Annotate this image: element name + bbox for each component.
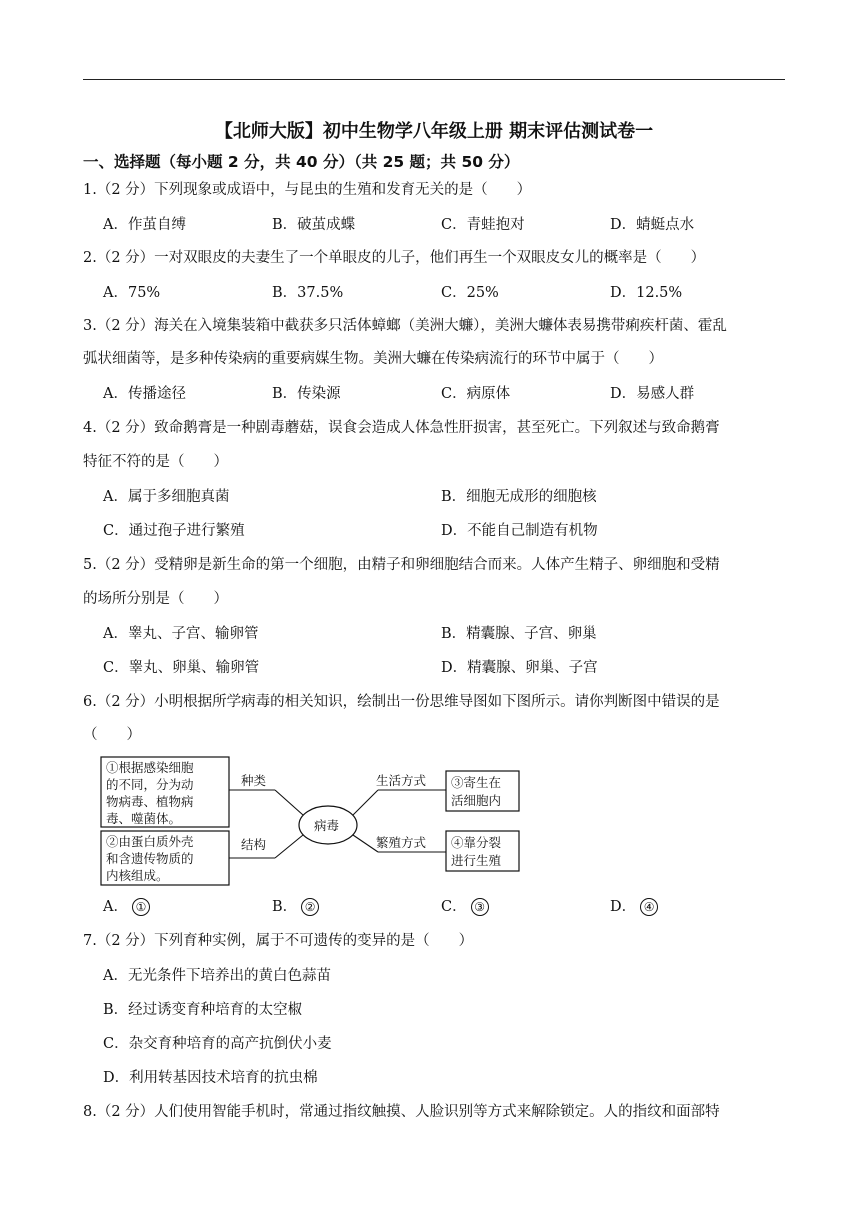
box4-line2: 进行生殖	[451, 853, 502, 868]
q3-option-c[interactable]: C．病原体	[441, 386, 511, 402]
q2-option-a[interactable]: A．75%	[103, 285, 161, 301]
question-5-stem-line1: 5.（2 分）受精卵是新生命的第一个细胞，由精子和卵细胞结合而来。人体产生精子、卵细胞和受精	[83, 557, 720, 573]
q4-option-b[interactable]: B．细胞无成形的细胞核	[441, 489, 597, 505]
q6-option-a[interactable]	[103, 897, 150, 917]
box4-line1: ④靠分裂	[451, 835, 502, 850]
q7-option-c[interactable]: C．杂交育种培育的高产抗倒伏小麦	[103, 1036, 332, 1052]
question-5-stem-line2: 的场所分别是（ ）	[83, 591, 228, 607]
question-6-stem-line1: 6.（2 分）小明根据所学病毒的相关知识，绘制出一份思维导图如下图所示。请你判断图中错误的是	[83, 694, 720, 710]
label-type: 种类	[241, 773, 267, 788]
box3-line2: 活细胞内	[451, 793, 502, 808]
header-rule	[83, 79, 785, 80]
q6-option-c[interactable]	[441, 897, 489, 917]
q6-option-c-label: C．	[441, 899, 467, 915]
box1-line1: ①根据感染细胞	[106, 760, 194, 775]
question-8-stem-line1: 8.（2 分）人们使用智能手机时，常通过指纹触摸、人脸识别等方式来解除锁定。人的指纹和面部特	[83, 1104, 720, 1120]
box2-line1: ②由蛋白质外壳	[106, 834, 194, 849]
question-3-stem-line2: 弧状细菌等，是多种传染病的重要病媒生物。美洲大蠊在传染病流行的环节中属于（ ）	[83, 351, 663, 367]
q2-option-d[interactable]: D．12.5%	[610, 285, 683, 301]
section-heading: 一、选择题（每小题 2 分，共 40 分）（共 25 题；共 50 分）	[83, 153, 520, 171]
q2-option-b[interactable]: B．37.5%	[272, 285, 344, 301]
q6-option-b-mark: ②	[301, 898, 319, 916]
q5-option-b[interactable]: B．精囊腺、子宫、卵巢	[441, 626, 597, 642]
box2-line3: 内核组成。	[106, 868, 169, 883]
q5-option-c[interactable]: C．睾丸、卵巢、输卵管	[103, 660, 260, 676]
virus-mind-map	[100, 755, 530, 890]
q6-option-c-mark: ③	[471, 898, 489, 916]
box2-line2: 和含遗传物质的	[106, 851, 194, 866]
q7-option-b[interactable]: B．经过诱变育种培育的太空椒	[103, 1002, 303, 1018]
q6-option-a-mark: ①	[132, 898, 150, 916]
q1-option-a[interactable]: A．作茧自缚	[103, 217, 186, 233]
q3-option-b[interactable]: B．传染源	[272, 386, 341, 402]
q5-option-a[interactable]: A．睾丸、子宫、输卵管	[103, 626, 259, 642]
q5-option-d[interactable]: D．精囊腺、卵巢、子宫	[441, 660, 598, 676]
page-title: 【北师大版】初中生物学八年级上册 期末评估测试卷一	[214, 121, 654, 142]
q7-option-d[interactable]: D．利用转基因技术培育的抗虫棉	[103, 1070, 318, 1086]
box3-line1: ③寄生在	[451, 775, 502, 790]
q6-option-d[interactable]	[610, 897, 658, 917]
label-structure: 结构	[241, 837, 267, 852]
q3-option-d[interactable]: D．易感人群	[610, 386, 695, 402]
question-4-stem-line1: 4.（2 分）致命鹅膏是一种剧毒蘑菇，误食会造成人体急性肝损害，甚至死亡。下列叙述与致命鹅膏	[83, 420, 720, 436]
center-label: 病毒	[314, 818, 340, 833]
q1-option-b[interactable]: B．破茧成蝶	[272, 217, 356, 233]
q4-option-c[interactable]: C．通过孢子进行繁殖	[103, 523, 245, 539]
q1-option-d[interactable]: D．蜻蜓点水	[610, 217, 695, 233]
q4-option-a[interactable]: A．属于多细胞真菌	[103, 489, 230, 505]
question-6-stem-line2: （ ）	[83, 727, 141, 743]
q6-option-d-label: D．	[610, 899, 637, 915]
question-3-stem-line1: 3.（2 分）海关在入境集装箱中截获多只活体蟑螂（美洲大蠊），美洲大蠊体表易携带痢疾杆菌、霍乱	[83, 318, 727, 334]
q7-option-a[interactable]: A．无光条件下培养出的黄白色蒜苗	[103, 968, 331, 984]
box1-line4: 毒、噬菌体。	[106, 811, 182, 826]
question-7-stem: 7.（2 分）下列育种实例，属于不可遗传的变异的是（ ）	[83, 933, 474, 949]
q1-option-c[interactable]: C．青蛙抱对	[441, 217, 525, 233]
q6-option-d-mark: ④	[640, 898, 658, 916]
label-life: 生活方式	[376, 773, 427, 788]
q3-option-a[interactable]: A．传播途径	[103, 386, 186, 402]
q6-option-a-label: A．	[103, 899, 128, 915]
box1-line2: 的不同，分为动	[106, 777, 194, 792]
q2-option-c[interactable]: C．25%	[441, 285, 499, 301]
question-4-stem-line2: 特征不符的是（ ）	[83, 454, 228, 470]
q6-option-b[interactable]	[272, 897, 319, 917]
question-2-stem: 2.（2 分）一对双眼皮的夫妻生了一个单眼皮的儿子，他们再生一个双眼皮女儿的概率是（ ）	[83, 250, 706, 266]
label-reproduction: 繁殖方式	[376, 835, 427, 850]
q4-option-d[interactable]: D．不能自己制造有机物	[441, 523, 598, 539]
question-1-stem: 1.（2 分）下列现象或成语中，与昆虫的生殖和发育无关的是（ ）	[83, 182, 532, 198]
box1-line3: 物病毒、植物病	[106, 794, 194, 809]
q6-option-b-label: B．	[272, 899, 298, 915]
